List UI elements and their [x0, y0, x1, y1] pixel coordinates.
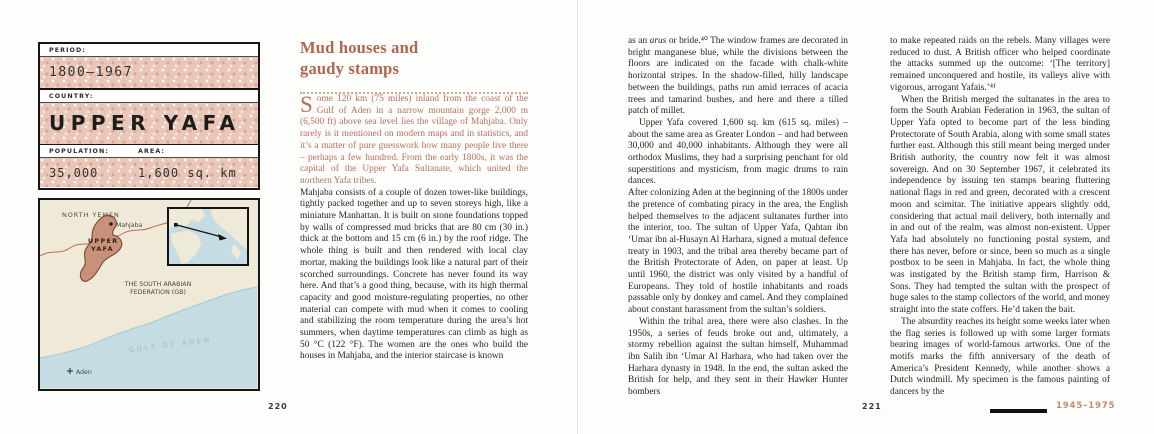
population-value: 35,000	[49, 165, 99, 180]
map-label-upper-yafa-1: UPPER	[88, 238, 119, 245]
paragraph-text: or bride.⁴⁰ The window frames are decorated in bright manganese blue, while the divisions between the floors are indicated on the facade with chalk-white horizontal stripes. In the shadow-filled, hilly landscape between the buildings, paths run amid terraces of acacia trees and tamarind bushes, and here and there a tilled patch of millet.	[628, 36, 848, 117]
body-paragraph: Mahjaba consists of a couple of dozen tower-like buildings, tightly packed together and up to seven storeys high, like a miniature Manhattan. It is built on stone foundations topped by walls of compressed mud bricks that are 80 cm (30 in.) thick at the bottom and 15 cm (6 in.) by the roof ridge. The whole thing is built and then rendered with local clay mortar, making the buildings look like a natural part of their scorched surroundings. Concrete has never found its way here. And that’s a good thing, because, with its high thermal capacity and good moisture-regulating properties, no other material can compete with mud when it comes to cooling and stabilizing the room temperature during the area’s hot summers, when daytime temperatures can climb as high as 50 °C (122 °F). The women are the ones who build the houses in Mahjaba, and the interior staircase is known	[300, 187, 528, 362]
chapter-year-range: 1945–1975	[1056, 401, 1116, 411]
drop-cap: S	[300, 92, 313, 117]
area-value: 1,600 sq. km	[138, 165, 237, 180]
paragraph-text: as an	[628, 36, 650, 46]
map-label-federation-2: FEDERATION (GB)	[130, 289, 186, 296]
map-inset-world	[168, 208, 248, 265]
article-title-line2: gaudy stamps	[300, 59, 400, 78]
map-label-upper-yafa-2: YAFA	[91, 246, 114, 253]
map-canvas	[40, 200, 257, 388]
page-gutter	[577, 0, 578, 434]
body-paragraph: The absurdity reaches its height some weeks later when the flag series is followed up with some larger formats bearing images of world-famous artworks. One of the motifs marks the fifth anniversary of the death of America’s President Kennedy, while another shows a Dutch windmill. My specimen is the famous painting of dancers by the	[890, 316, 1110, 398]
intro-text: ome 120 km (75 miles) inland from the coast of the Gulf of Aden in a narrow mountain gorge 2,000 m (6,500 ft) above sea level lies the village of Mahjaba. Only rarely is it mentioned on modern maps and in statistics, and it’s a matter of pure guesswork how many people live there – perhaps a few hundred. From the early 1800s, it was the capital of the Upper Yafa Sultanate, which united the northern Yafa tribes.	[300, 94, 528, 186]
body-paragraph: When the British merged the sultanates in the area to form the South Arabian Federation in 1963, the sultan of Upper Yafa opted to become part of the less binding Protectorate of South Arabia, along with some small states further east. Although this still meant being merged under British authority, the country now felt it was almost sovereign. And on 30 September 1967, it celebrated its independence by issuing ten stamps bearing fluttering national flags in red and green, decorated with a crescent moon and scimitar. The initiative appears slightly odd, considering that actual mail delivery, both internally and in and out of the realm, was almost non-existent. Upper Yafa had absolutely no functioning postal system, and there has never, before or since, been so much as a single postbox to be seen in Mahjaba. In fact, the whole thing was instigated by the British stamp firm, Harrison & Sons. They had tempted the sultan with the prospect of huge sales to the stamp collectors of the world, and money straight into the state coffers. He’d taken the bait.	[890, 94, 1110, 316]
body-paragraph: Within the tribal area, there were also clashes. In the 1950s, a series of feuds broke out and, ultimately, a stormy rebellion against the sultan himself, Muhammad ibn Salih ibn ‘Umar Al Harhara, who had taken over the Harhara dynasty in 1948. In the end, the sultan asked the British for help, and they sent in their Hawker Hunter bombers	[628, 316, 848, 398]
country-value: UPPER YAFA	[40, 103, 258, 144]
italic-term: arus	[649, 36, 667, 46]
mahjaba-marker	[109, 222, 112, 225]
article-column-2	[628, 36, 848, 399]
map-label-north-yemen: NORTH YEMEN	[62, 211, 120, 219]
population-label: POPULATION:	[49, 148, 109, 155]
map-label-gulf-of-aden: GULF OF ADEN	[128, 335, 213, 355]
article-column-3	[890, 36, 1110, 399]
population-area-values	[40, 158, 258, 187]
page-number-left: 220	[268, 402, 288, 411]
population-area-labels	[40, 145, 258, 158]
period-label: PERIOD:	[40, 44, 258, 57]
article-column-1	[300, 37, 528, 363]
article-title-line1: Mud houses and	[300, 38, 419, 57]
body-paragraph	[628, 36, 848, 118]
area-label: AREA:	[138, 148, 166, 155]
body-paragraph: to make repeated raids on the rebels. Many villages were reduced to dust. A British officer who helped coordinate the attacks summed up the outcome: ‘[The territory] remained unconquered and hostile, its valleys alive with vigorous, arrogant Yafais.’⁴¹	[890, 36, 1110, 93]
region-map	[38, 198, 260, 391]
map-label-mahjaba: Mahjaba	[116, 222, 143, 229]
body-paragraph: Upper Yafa covered 1,600 sq. km (615 sq. miles) – about the same area as Greater London – and had between 30,000 and 40,000 inhabitants. Although they were all orthodox Muslims, they had a surprising penchant for old superstitions and mysticism, from magic drums to rain dances.	[628, 117, 848, 187]
map-label-federation-1: THE SOUTH ARABIAN	[124, 281, 192, 288]
country-label: COUNTRY:	[40, 90, 258, 103]
chapter-tab-bar	[990, 409, 1047, 413]
body-paragraph: After colonizing Aden at the beginning of the 1800s under the pretence of combating piracy in the area, the English helped themselves to the adjacent sultanates further into the interior, too. The sultan of Upper Yafa, Qahtan ibn ‘Umar ibn al-Husayn Al Harhara, signed a mutual defence treaty in 1903, and the tribal area thereby became part of the British Protectorate of Aden, on paper at least. Up until 1960, the district was only visited by a handful of Europeans. They told of hostile inhabitants and roads passable only by donkey and camel. And they complained about constant harassment from the sultan’s soldiers.	[628, 188, 848, 316]
period-value: 1800–1967	[40, 57, 258, 88]
page-number-right: 221	[862, 402, 882, 411]
intro-paragraph	[300, 94, 528, 188]
country-infobox	[38, 42, 260, 190]
map-label-aden: Aden	[76, 369, 92, 376]
